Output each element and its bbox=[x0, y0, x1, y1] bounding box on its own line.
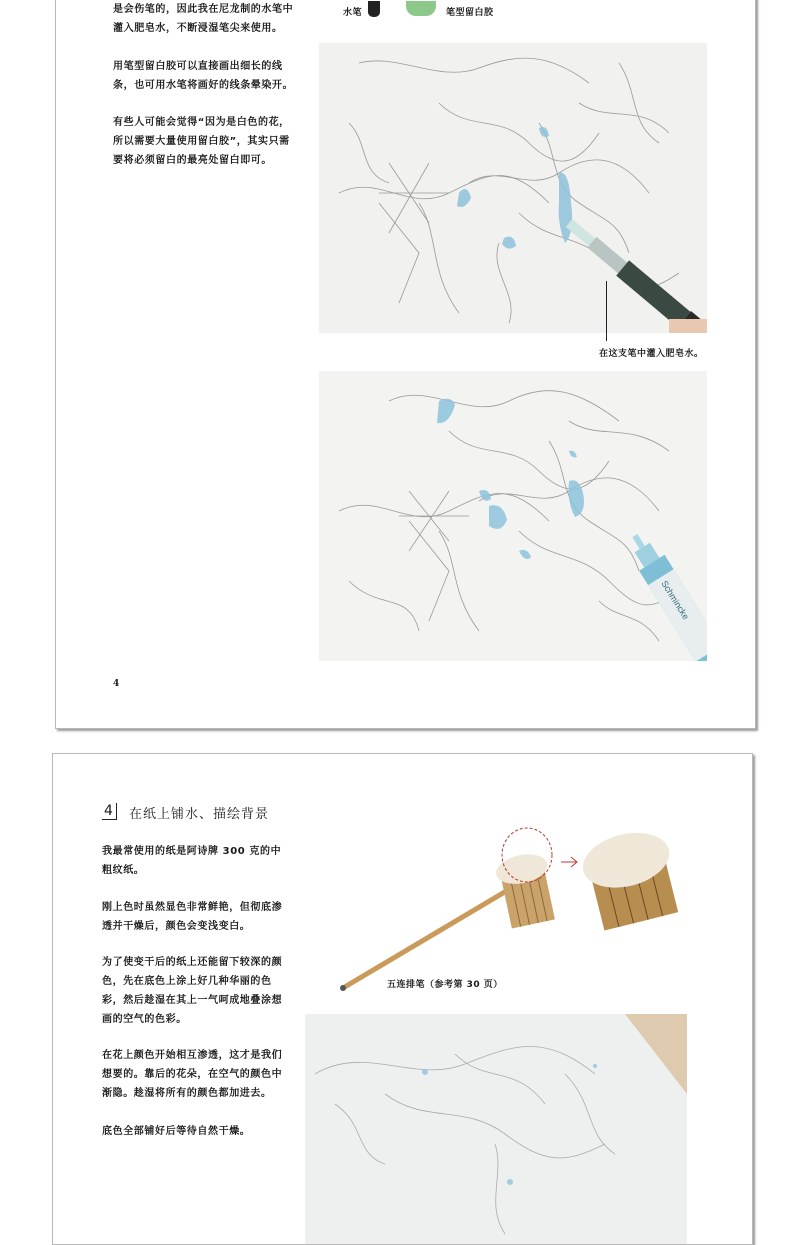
paragraph-2: 刚上色时虽然显色非常鲜艳，但彻底渗透并干燥后，颜色会变浅变白。 bbox=[102, 902, 283, 932]
tube-label: Schmincke bbox=[659, 578, 692, 622]
sketch-photo-water-brush bbox=[319, 43, 707, 333]
masking-pen-icon bbox=[406, 1, 436, 16]
sketch-photo-masking-fluid bbox=[319, 371, 707, 661]
paragraph-2: 用笔型留白胶可以直接画出细长的线条，也可用水笔将画好的线条晕染开。 bbox=[113, 61, 294, 91]
five-brush-illustration bbox=[333, 820, 683, 995]
book-page-top bbox=[55, 0, 756, 729]
book-page-bottom bbox=[52, 753, 753, 1245]
paragraph-4: 在花上颜色开始相互渗透，这才是我们想要的。靠后的花朵，在空气的颜色中渐隐。趁湿将所有的颜色都加进去。 bbox=[102, 1050, 283, 1099]
section-number: 4 bbox=[102, 803, 117, 820]
paragraph-5: 底色全部铺好后等待自然干燥。 bbox=[102, 1126, 251, 1137]
page-number: 4 bbox=[113, 679, 120, 689]
photo-caption: 在这支笔中灌入肥皂水。 bbox=[599, 349, 704, 359]
caption-pointer-line bbox=[606, 281, 607, 341]
paragraph-1: 是会伤笔的，因此我在尼龙制的水笔中灌入肥皂水，不断浸湿笔尖来使用。 bbox=[113, 4, 294, 34]
paragraph-3: 为了使变干后的纸上还能留下较深的颜色，先在底色上涂上好几种华丽的色彩，然后趁湿在其上一气呵成地叠涂想画的空气的色彩。 bbox=[102, 957, 283, 1025]
section-title: 在纸上铺水、描绘背景 bbox=[129, 807, 270, 822]
water-brush-label: 水笔 bbox=[343, 8, 363, 18]
masking-pen-label: 笔型留白胶 bbox=[446, 8, 494, 18]
paragraph-1: 我最常使用的纸是阿诗牌 300 克的中粗纹纸。 bbox=[102, 846, 282, 876]
wet-paper-photo bbox=[305, 1014, 687, 1244]
brush-caption: 五连排笔（参考第 30 页） bbox=[387, 980, 503, 990]
water-brush-icon bbox=[368, 1, 380, 17]
paragraph-3: 有些人可能会觉得“因为是白色的花，所以需要大量使用留白胶”，其实只需要将必须留白的最亮处留白即可。 bbox=[113, 117, 290, 166]
